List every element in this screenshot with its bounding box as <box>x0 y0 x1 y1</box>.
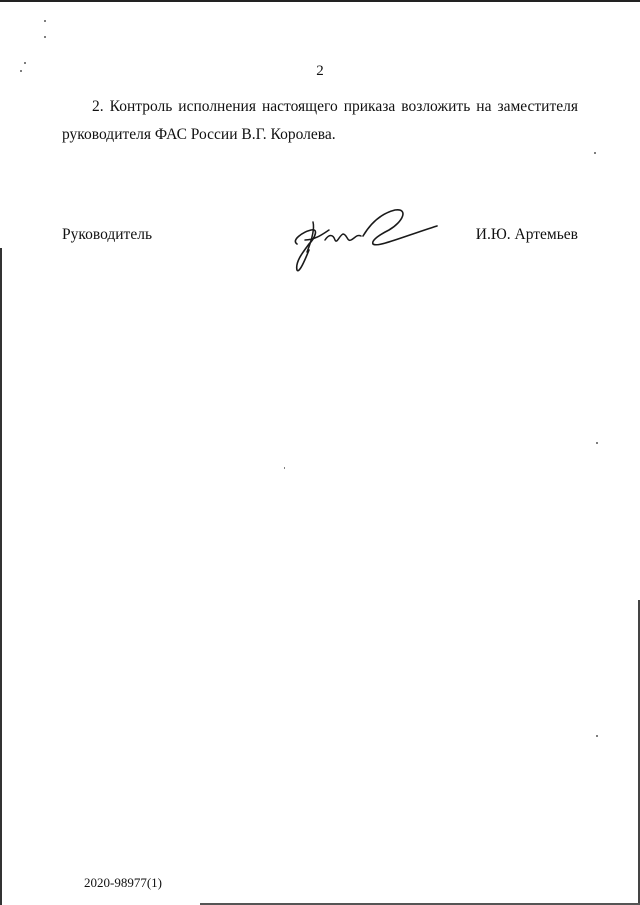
scan-speck <box>284 467 285 469</box>
scan-speck <box>596 735 598 737</box>
signatory-name: И.Ю. Артемьев <box>475 226 578 243</box>
scan-left-border <box>0 248 2 905</box>
scan-speck <box>596 442 598 444</box>
paragraph-line: 2. Контроль исполнения настоящего приказа возложить на заместителя <box>92 98 578 115</box>
handwritten-signature <box>285 200 445 280</box>
scan-speck <box>44 20 46 22</box>
scan-speck <box>44 36 46 38</box>
paragraph-line: руководителя ФАС России В.Г. Королева. <box>62 126 336 143</box>
page-number: 2 <box>316 63 324 79</box>
scan-speck <box>594 152 596 154</box>
body-paragraph <box>62 93 578 149</box>
signatory-role: Руководитель <box>62 226 153 243</box>
scan-top-border <box>0 0 640 2</box>
document-number: 2020-98977(1) <box>84 875 162 890</box>
